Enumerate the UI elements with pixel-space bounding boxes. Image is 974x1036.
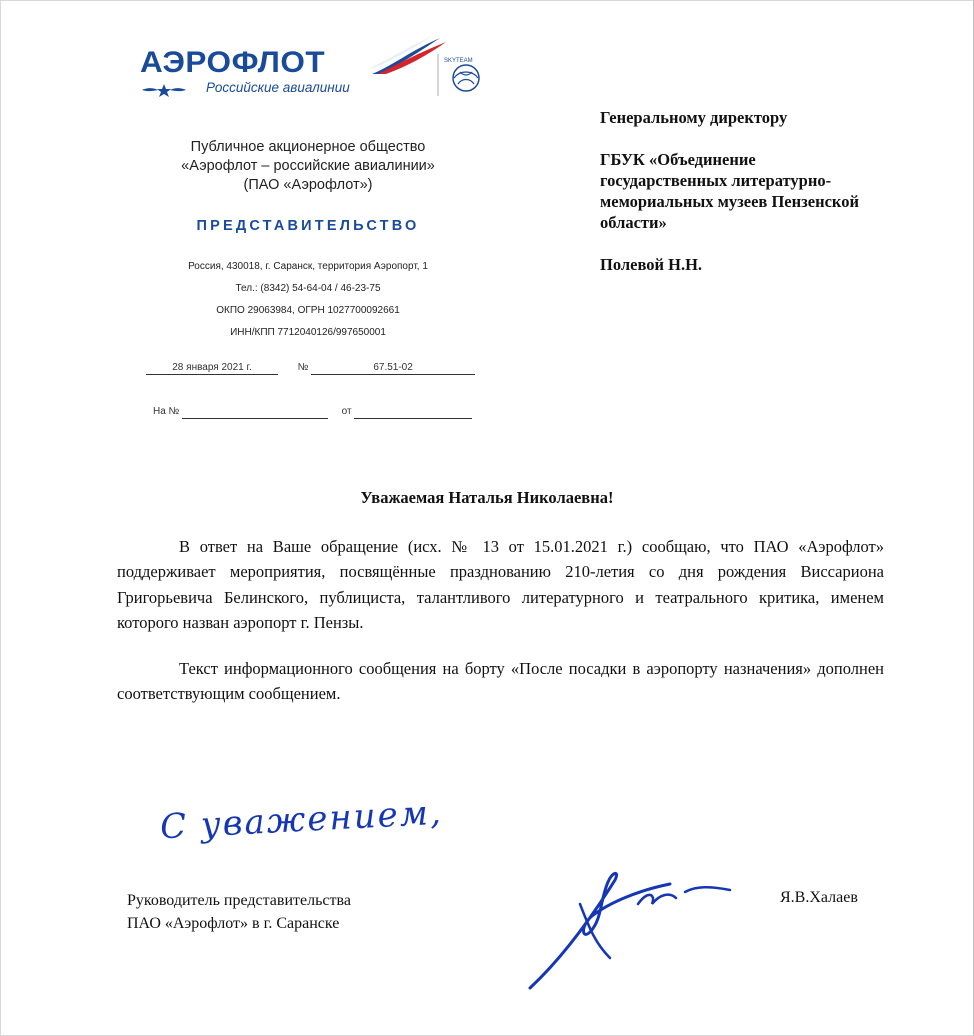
- reply-to-date: [354, 406, 472, 419]
- addressee-organization: ГБУК «Объединение государственных литературно-мемориальных музеев Пензенской области»: [600, 150, 859, 232]
- reply-to-number: [182, 406, 328, 419]
- okpo-ogrn: ОКПО 29063984, ОГРН 1027700092661: [216, 305, 400, 316]
- org-line-2: «Аэрофлот – российские авиалинии»: [181, 158, 435, 174]
- org-line-3: (ПАО «Аэрофлот»): [243, 177, 373, 193]
- signatory-position-line-2: ПАО «Аэрофлот» в г. Саранске: [127, 915, 340, 932]
- aeroflot-logo: [138, 36, 488, 106]
- reply-to-label: На №: [153, 406, 180, 417]
- salutation: Уважаемая Наталья Николаевна!: [360, 488, 614, 507]
- incoming-reference: [153, 406, 472, 419]
- addressee-position: Генеральному директору: [600, 108, 788, 127]
- handwritten-signature: [520, 860, 750, 995]
- letter-number: 67.51-02: [311, 362, 475, 375]
- letter-date: 28 января 2021 г.: [146, 362, 278, 375]
- org-line-1: Публичное акционерное общество: [190, 139, 426, 155]
- signatory-position: [127, 889, 351, 935]
- logo-wordmark: АЭРОФЛОТ: [140, 46, 326, 79]
- paragraph-2: Текст информационного сообщения на борту «После посадки в аэропорту назначения» дополнен соответствующим сообщением.: [117, 659, 884, 704]
- number-label: №: [297, 362, 309, 373]
- outgoing-reference: [146, 362, 475, 375]
- addressee-name: Полевой Н.Н.: [600, 255, 703, 274]
- skyteam-icon: [430, 50, 490, 100]
- org-name-block: [118, 138, 498, 195]
- from-label: от: [341, 406, 352, 417]
- address: Россия, 430018, г. Саранск, территория Аэропорт, 1: [188, 261, 428, 272]
- handwritten-regards: С уважением,: [159, 792, 444, 848]
- paragraph-1: В ответ на Ваше обращение (исх. № 13 от 15.01.2021 г.) сообщаю, что ПАО «Аэрофлот» поддерживает мероприятия, посвящённые празднованию 210-летия со дня рождения Виссариона Григорьевича Белинского, публициста, талантливого литературного и театрального критика, именем которого назван аэропорт г. Пензы.: [117, 537, 884, 632]
- phone: Тел.: (8342) 54-64-04 / 46-23-75: [235, 283, 381, 294]
- addressee-block: [600, 107, 900, 275]
- representative-office-title: ПРЕДСТАВИТЕЛЬСТВО: [196, 218, 420, 234]
- inn-kpp: ИНН/КПП 7712040126/997650001: [230, 327, 386, 338]
- logo-subtitle: Российские авиалинии: [206, 80, 350, 95]
- contacts-block: [118, 256, 498, 344]
- signatory-position-line-1: Руководитель представительства: [127, 892, 351, 909]
- signatory-name: Я.В.Халаев: [780, 889, 858, 906]
- skyteam-text: SKYTEAM: [444, 58, 473, 64]
- winged-emblem-icon: [140, 80, 188, 100]
